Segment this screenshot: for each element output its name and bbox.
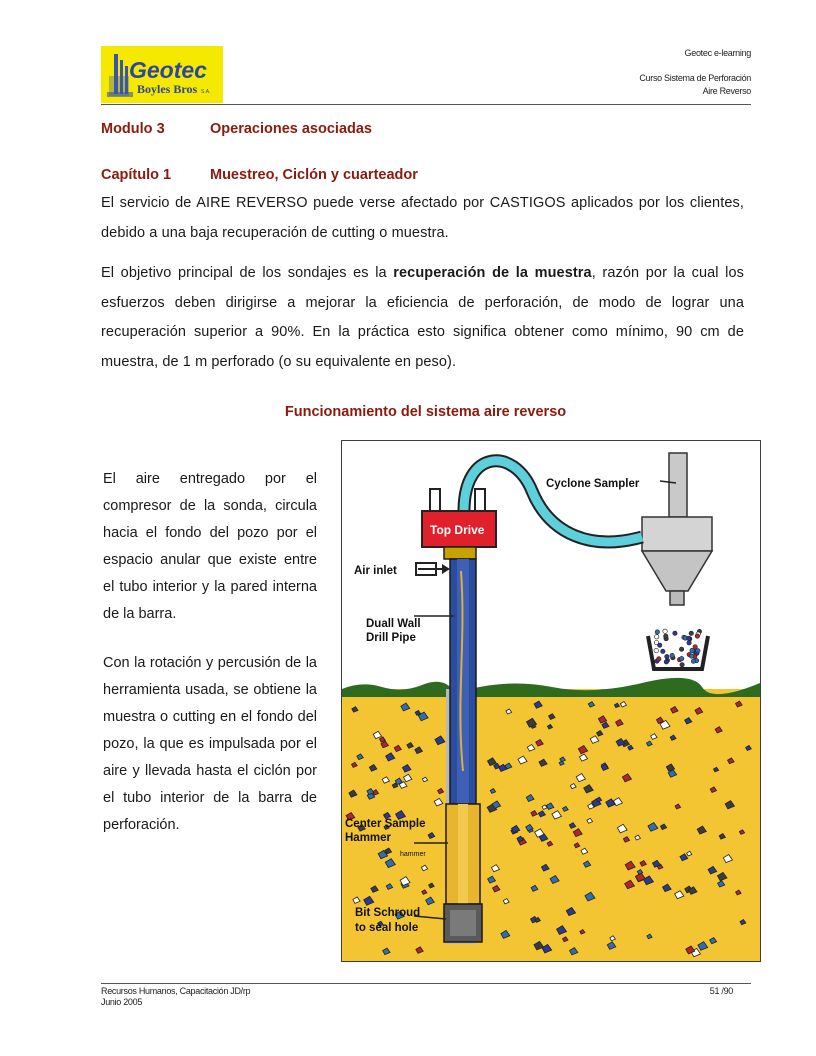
side-paragraph-air: El aire entregado por el compresor de la sonda, circula hacia el fondo del pozo por el espacio anular que existe entre el tubo interior y la pared interna de la barra.: [103, 471, 317, 622]
logo-sa: S.A.: [201, 89, 211, 95]
logo-brand: Geotec: [129, 57, 207, 83]
footer-credits: [101, 986, 250, 1008]
footer-line-1: Recursos Humanos, Capacitación JD/rp: [101, 986, 251, 996]
reverse-air-diagram-svg: [342, 441, 760, 961]
paragraph-objetivo: [101, 259, 744, 377]
bit-shroud-label-2: to seal hole: [355, 922, 419, 934]
center-sample-label-2: Hammer: [345, 832, 392, 844]
side-paragraph-rotation: Con la rotación y percusión de la herramienta usada, se obtiene la muestra o cutting en el fondo del pozo, la que es impulsada por el aire y llevada hasta el ciclón por el tubo interior de la barra de perforación.: [103, 655, 317, 833]
footer-line-2: Junio 2005: [101, 997, 143, 1007]
paragraph-objetivo-a: El objetivo principal de los sondajes es la: [101, 265, 394, 281]
header-course: Curso Sistema de Perforación: [639, 73, 751, 83]
chapter-label: Capítulo 1: [101, 167, 172, 183]
sample-bin: [648, 629, 708, 669]
paragraph-objetivo-b: , razón por la cual los esfuerzos deben dirigirse a mejorar la eficiencia de perforación, de modo de lograr una recuperación superior a 90%. En la práctica esto significa obtener como mínimo, 90 cm de muestra, de 1 m perforado (o su equivalente en peso).: [101, 265, 744, 370]
duall-wall-label-1: Duall Wall: [366, 618, 421, 630]
paragraph-objetivo-bold: recuperación de la muestra: [393, 265, 592, 281]
cyclone-sampler-label: Cyclone Sampler: [546, 478, 640, 490]
module-label: Modulo 3: [101, 121, 165, 137]
header-org: Geotec e-learning: [684, 48, 751, 58]
top-drive-label: Top Drive: [430, 523, 485, 537]
paragraph-castigos: El servicio de AIRE REVERSO puede verse afectado por CASTIGOS aplicados por los clientes, debido a una baja recuperación de cutting o muestra.: [101, 195, 744, 241]
header-rule: [101, 104, 751, 105]
cyclone-sampler: [642, 453, 712, 605]
grass-strip-right: [470, 678, 760, 697]
footer-rule: [101, 983, 751, 984]
module-title: Operaciones asociadas: [210, 121, 372, 137]
logo-sub: Boyles Bros: [137, 82, 198, 96]
air-inlet-label: Air inlet: [354, 565, 397, 577]
section-title: Funcionamiento del sistema aire reverso: [284, 404, 567, 420]
header-topic: Aire Reverso: [702, 86, 751, 96]
bit-shroud-label-1: Bit Schroud: [355, 907, 421, 919]
page-number: 51 /90: [709, 986, 733, 996]
chapter-title: Muestreo, Ciclón y cuarteador: [210, 167, 418, 183]
reverse-air-diagram: [341, 440, 761, 962]
geotec-logo: [101, 46, 223, 103]
air-inlet-arrow: [416, 563, 450, 575]
hammer-small-label: hammer: [400, 851, 426, 858]
duall-wall-label-2: Drill Pipe: [366, 632, 416, 644]
center-sample-label-1: Center Sample: [345, 818, 426, 830]
